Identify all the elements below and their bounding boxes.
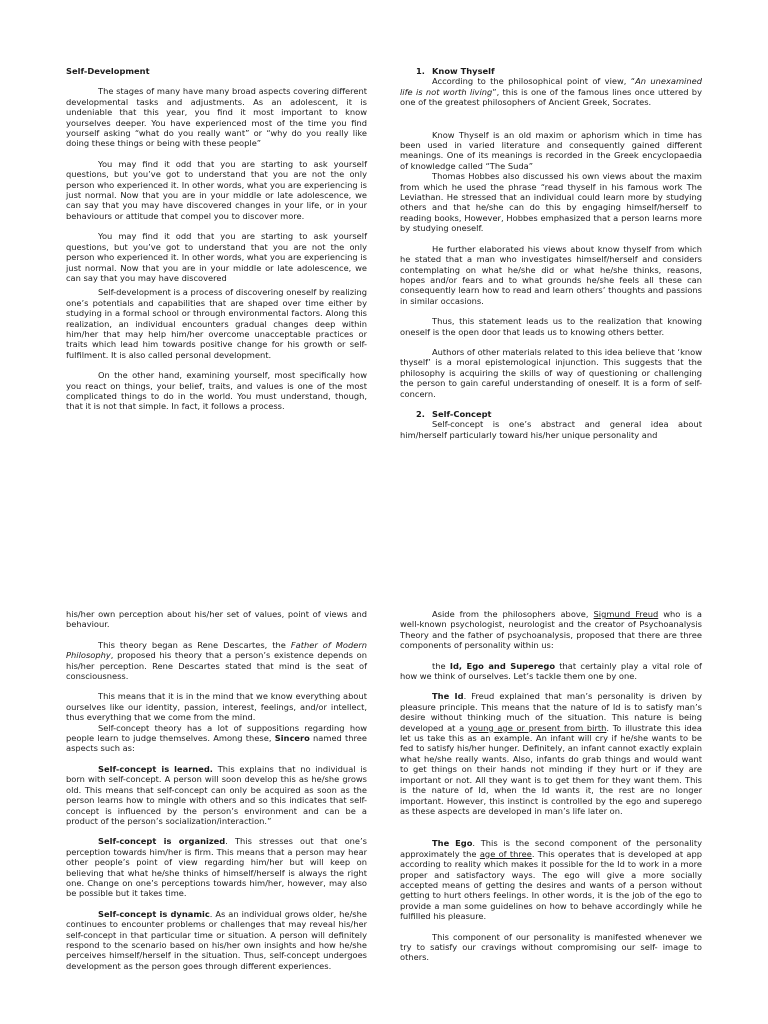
quote-text: An unexamined life is not worth living xyxy=(400,76,702,97)
list-number: 2. xyxy=(416,408,425,419)
subheading-know-thyself xyxy=(416,66,702,76)
paragraph: Know Thyself is an old maxim or aphorism which in time has been used in varied literature and consequently gained different meanings. One of its meanings is recorded in the Greek encyclopaedia of knowledge called “The Suda” xyxy=(400,129,702,171)
paragraph xyxy=(66,764,367,826)
text-run: who is a well-known psychologist, neurologist and the creator of Psychoanalysis Theory and the father of psychoanalysis, proposed that there are three components of personality within us: xyxy=(400,609,703,651)
italic-text: Father of Modern Philosophy xyxy=(66,639,368,661)
paragraph: You may find it odd that you are starting to ask yourself questions, but you’ve got to understand that you are not the only person who experienced it. In other words, what you are experiencing is just normal. Now that you are in your middle or late adolescence, we can say that you may have discovered xyxy=(66,231,367,283)
text-run: According to the philosophical point of view, “ xyxy=(432,76,636,87)
text-run: , proposed his theory that a person’s existence depends on his/her perception. Rene Descartes stated that mind is the seat of consciousness. xyxy=(66,650,367,682)
paragraph: Authors of other materials related to this idea believe that ‘know thyself’ is a moral epistemological injunction. This suggests that the philosophy is acquiring the skills of way of questioning or challenging the person to gain careful understanding of oneself. It is a form of self-concern. xyxy=(400,346,702,399)
subheading-self-concept xyxy=(416,409,702,419)
bold-text: The Ego xyxy=(432,838,473,849)
paragraph xyxy=(66,836,367,898)
paragraph xyxy=(400,838,702,921)
page2-right-column xyxy=(400,609,702,973)
text-run: that certainly play a vital role of how we think of ourselves. Let’s tackle them one by one. xyxy=(400,660,702,682)
text-run: . This is the second component of the personality approximately the xyxy=(400,838,703,859)
paragraph xyxy=(400,661,702,682)
text-run: This theory began as Rene Descartes, the xyxy=(98,639,291,650)
subheading-text: Know Thyself xyxy=(432,66,495,76)
subheading-text: Self-Concept xyxy=(432,408,492,419)
section-title: Self-Development xyxy=(66,66,150,76)
text-run: This explains that no individual is born with self-concept. A person will soon develop this as he/she grows old. This means that self-concept can only be acquired as soon as the person learns how to mingle with others and so this indicates that self-concept is influenced by the person’s environment and can be a product of the person’s socialization/interaction.” xyxy=(66,763,367,826)
paragraph xyxy=(400,609,702,651)
paragraph: This component of our personality is manifested whenever we try to satisfy our cravings without compromising our self- image to others. xyxy=(400,931,702,963)
paragraph xyxy=(400,76,702,107)
bold-text: The Id xyxy=(432,691,464,702)
paragraph: On the other hand, examining yourself, most specifically how you react on things, your belief, traits, and values is one of the most complicated things to do in the world. You must understand, though, that it is not that simple. In fact, it follows a process. xyxy=(66,370,367,412)
paragraph: You may find it odd that you are starting to ask yourself questions, but you’ve got to understand that you are not the only person who experienced it. In other words, what you are experiencing is just normal. Now that you are in your middle or late adolescence, we can say that you may have discovered changes in your life, or in your behaviours or attitude that compel you to discover more. xyxy=(66,158,367,221)
text-run: named three aspects such as: xyxy=(66,733,367,754)
page1-right-column xyxy=(400,66,702,450)
text-run: the xyxy=(432,660,450,671)
paragraph xyxy=(66,909,367,971)
text-run: Self-concept theory has a lot of suppositions regarding how people learn to judge themselves. Among these, xyxy=(66,722,367,744)
text-run: . This operates that is developed at app according to reality which makes it possible for the Id to work in a more proper and satisfactory ways. The ego will give a more socially accepted means of getting the desires and wants of a person without getting to hurt others feelings. In other words, it is the job of the ego to provide a man some guidelines on how to behave accordingly while he fulfilled his pleasure. xyxy=(400,848,703,922)
bold-text: Id, Ego and Superego xyxy=(449,660,556,671)
paragraph: Thus, this statement leads us to the realization that knowing oneself is the open door that leads us to knowing others better. xyxy=(400,316,702,337)
page1-left-column xyxy=(66,66,367,422)
paragraph xyxy=(66,723,367,754)
bold-text: Self-concept is dynamic xyxy=(98,908,210,919)
text-run: . This stresses out that one’s perception towards him/her is firm. This means that a person may hear other people’s point of view regarding him/her but will keep on believing that what he/she thinks of himself/herself is always the right one. Change on one’s perceptions towards him/her, however, may also be possible but it takes time. xyxy=(66,836,367,899)
text-run: Aside from the philosophers above, xyxy=(432,609,594,619)
underlined-text: young age or present from birth xyxy=(467,722,607,733)
list-number: 1. xyxy=(416,66,425,76)
page2-left-column xyxy=(66,609,367,981)
paragraph: The stages of many have many broad aspects covering different developmental tasks and adjustments. As an adolescent, it is undeniable that this year, you find it most important to know yourselves deeper. You have experienced most of the time you find yourself asking “what do you really want” or “why do you really like doing these things or being with these people” xyxy=(66,86,367,149)
paragraph: Thomas Hobbes also discussed his own views about the maxim from which he used the phrase “read thyself in his famous work The Leviathan. He stressed that an individual could learn more by studying others and that he/she can do this by engaging himself/herself to reading books, However, Hobbes emphasized that a person learns more by studying oneself. xyxy=(400,171,702,234)
paragraph: Self-development is a process of discovering oneself by realizing one’s potentials and capabilities that are shaped over time either by studying in a formal school or through environmental factors. Along this realization, an individual encounters gradual changes deep within him/her that may help him/her overcome unacceptable practices or traits which lead him towards positive change for his growth or self-fulfilment. It is also called personal development. xyxy=(66,287,367,360)
paragraph xyxy=(400,691,702,816)
paragraph: his/her own perception about his/her set of values, point of views and behaviour. xyxy=(66,609,367,630)
bold-text: Self-concept is learned. xyxy=(98,763,213,774)
text-run: ”, this is one of the famous lines once uttered by one of the greatest philosophers of Ancient Greek, Socrates. xyxy=(400,86,702,108)
underlined-text: age of three xyxy=(479,848,532,859)
paragraph: Self-concept is one’s abstract and general idea about him/herself particularly toward his/her unique personality and xyxy=(400,419,702,440)
paragraph: This means that it is in the mind that we know everything about ourselves like our identity, passion, interest, feelings, and/or intellect, thus everything that we come from the mind. xyxy=(66,691,367,723)
paragraph: He further elaborated his views about know thyself from which he stated that a man who investigates himself/herself and considers contemplating on what he/she did or what he/she thinks, reasons, hopes and/or fears and to what grounds he/she feels all these can consequently learn how to read and learn others’ thoughts and passions in similar occasions. xyxy=(400,243,702,306)
text-run: . As an individual grows older, he/she continues to encounter problems or challenges that may reveal his/her self-concept in that particular time or situation. A person will definitely respond to the scenario based on his/her own insights and how he/she perceives himself/herself in the situation. Thus, self-concept undergoes development as the person goes through different experiences. xyxy=(66,908,367,971)
bold-text: Self-concept is organized xyxy=(98,836,226,847)
paragraph xyxy=(66,640,367,682)
bold-text: Sincero xyxy=(274,733,310,744)
text-run: . Freud explained that man’s personality is driven by pleasure principle. This means that the nature of Id is to satisfy man’s desire without thinking much of the situation. This nature is being developed at a xyxy=(400,691,702,733)
text-run: . To illustrate this idea let us take this as an example. An infant will cry if he/she wants to be fed to satisfy his/her hunger. Definitely, an infant cannot exactly explain what he/she really wants. Also, infants do grab things and would want to get things on their hands not minding if they hurt or if they are important or not. All they want is to get them for they want them. This is the nature of Id, when the Id wants it, the rest are no longer important. However, this instinct is controlled by the ego and superego as these aspects are developed in man’s life later on. xyxy=(400,722,702,816)
underlined-text: Sigmund Freud xyxy=(593,609,659,619)
